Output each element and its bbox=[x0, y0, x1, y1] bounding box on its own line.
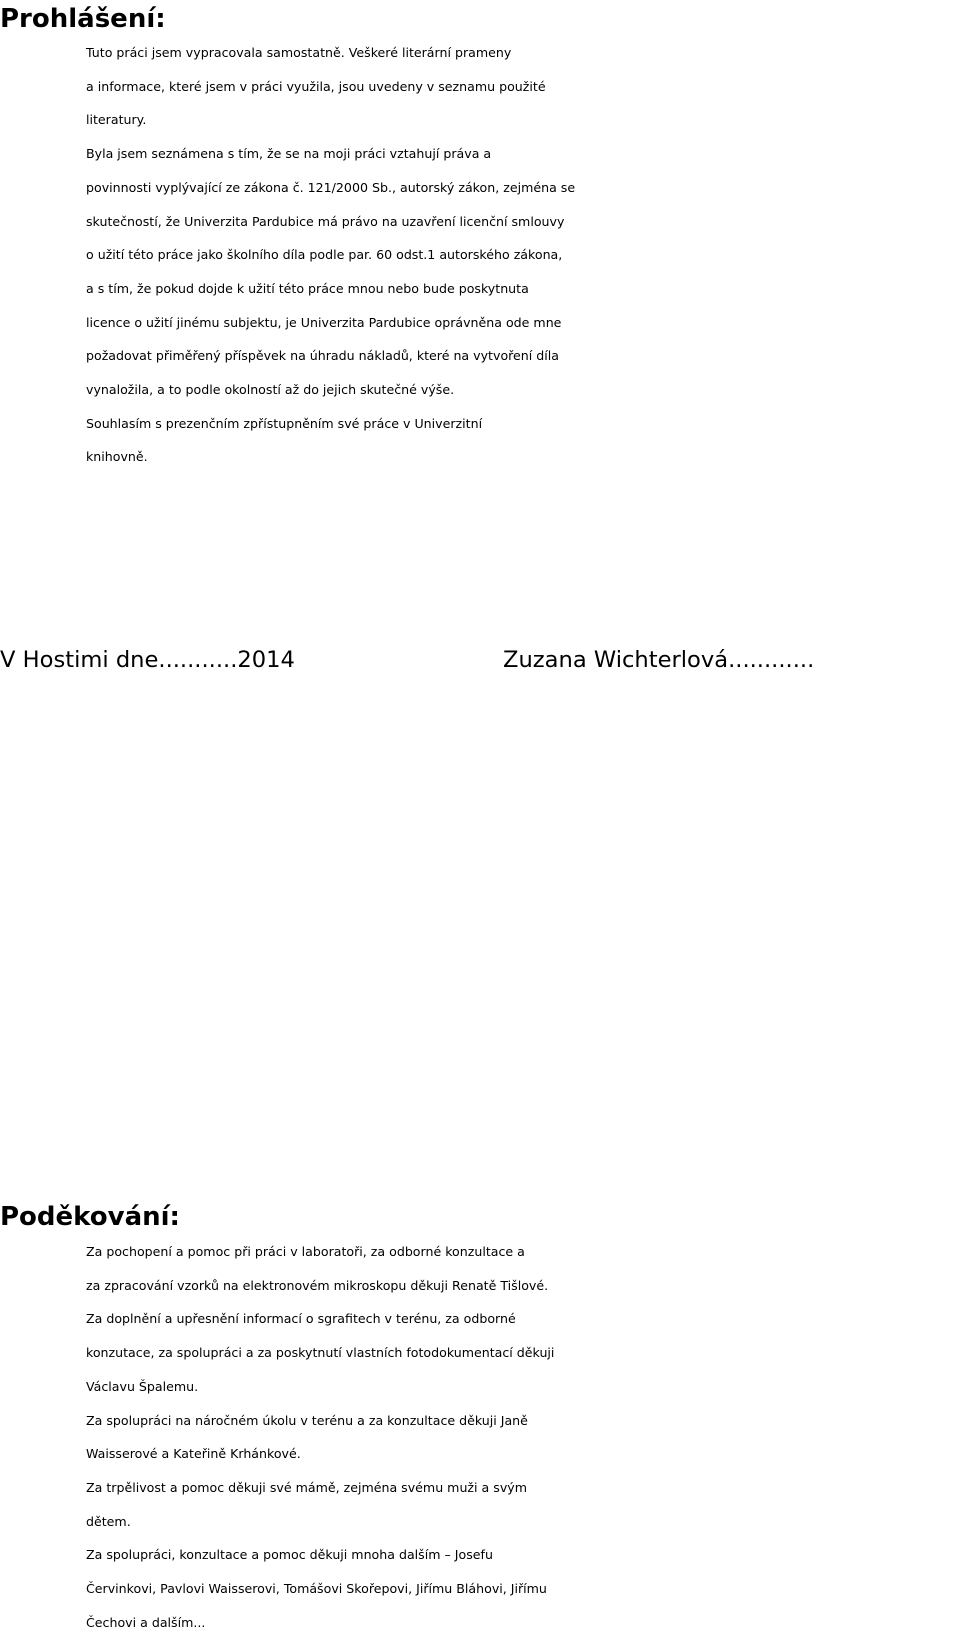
text-line: skutečností, že Univerzita Pardubice má právo na uzavření licenční smlouvy bbox=[86, 213, 565, 229]
text-line: Čechovi a dalším... bbox=[86, 1614, 206, 1630]
acknowledgement-paragraph bbox=[0, 1235, 960, 1302]
acknowledgement-paragraph bbox=[0, 1302, 960, 1403]
text-line: Václavu Špalemu. bbox=[86, 1378, 199, 1394]
text-line: a informace, které jsem v práci využila, jsou uvedeny v seznamu použité bbox=[86, 78, 546, 94]
text-line: za zpracování vzorků na elektronovém mikroskopu děkuji Renatě Tišlové. bbox=[86, 1277, 549, 1293]
text-line: o užití této práce jako školního díla podle par. 60 odst.1 autorského zákona, bbox=[86, 247, 563, 263]
text-line: Byla jsem seznámena s tím, že se na moji práci vztahují práva a bbox=[86, 146, 492, 162]
text-line: Waisserové a Kateřině Krhánkové. bbox=[86, 1446, 301, 1462]
text-line: povinnosti vyplývající ze zákona č. 121/2000 Sb., autorský zákon, zejména se bbox=[86, 179, 576, 195]
declaration-paragraph bbox=[0, 36, 960, 137]
text-line: Za doplnění a upřesnění informací o sgrafitech v terénu, za odborné bbox=[86, 1311, 516, 1327]
acknowledgements-heading: Poděkování: bbox=[0, 1202, 180, 1232]
text-line: literatury. bbox=[86, 112, 147, 128]
text-line: konzutace, za spolupráci a za poskytnutí vlastních fotodokumentací děkuji bbox=[86, 1345, 555, 1361]
acknowledgement-paragraph bbox=[0, 1538, 960, 1639]
acknowledgement-paragraph bbox=[0, 1404, 960, 1471]
text-line: knihovně. bbox=[86, 449, 148, 465]
text-line: Za pochopení a pomoc při práci v laboratoři, za odborné konzultace a bbox=[86, 1244, 525, 1259]
acknowledgements-body bbox=[0, 1235, 960, 1639]
declaration-paragraph bbox=[0, 407, 960, 474]
signature-name: Zuzana Wichterlová............ bbox=[503, 647, 815, 673]
signature-place-date: V Hostimi dne...........2014 bbox=[0, 647, 295, 673]
text-line: dětem. bbox=[86, 1513, 131, 1529]
text-line: Za spolupráci na náročném úkolu v terénu a za konzultace děkuji Janě bbox=[86, 1412, 528, 1428]
declaration-heading: Prohlášení: bbox=[0, 4, 166, 34]
text-line: Za trpělivost a pomoc děkuji své mámě, zejména svému muži a svým bbox=[86, 1479, 527, 1495]
text-line: požadovat přiměřený příspěvek na úhradu nákladů, které na vytvoření díla bbox=[86, 348, 559, 364]
text-line: licence o užití jinému subjektu, je Univerzita Pardubice oprávněna ode mne bbox=[86, 314, 562, 330]
text-line: Za spolupráci, konzultace a pomoc děkuji mnoha dalším – Josefu bbox=[86, 1547, 493, 1563]
text-line: a s tím, že pokud dojde k užití této práce mnou nebo bude poskytnuta bbox=[86, 280, 529, 296]
text-line: Tuto práci jsem vypracovala samostatně. Veškeré literární prameny bbox=[86, 45, 512, 60]
declaration-body bbox=[0, 36, 960, 474]
declaration-paragraph bbox=[0, 137, 960, 407]
acknowledgement-paragraph bbox=[0, 1471, 960, 1538]
text-line: vynaložila, a to podle okolností až do jejich skutečné výše. bbox=[86, 382, 455, 398]
text-line: Červinkovi, Pavlovi Waisserovi, Tomášovi Skořepovi, Jiřímu Bláhovi, Jiřímu bbox=[86, 1581, 547, 1597]
text-line: Souhlasím s prezenčním zpřístupněním své práce v Univerzitní bbox=[86, 415, 483, 431]
